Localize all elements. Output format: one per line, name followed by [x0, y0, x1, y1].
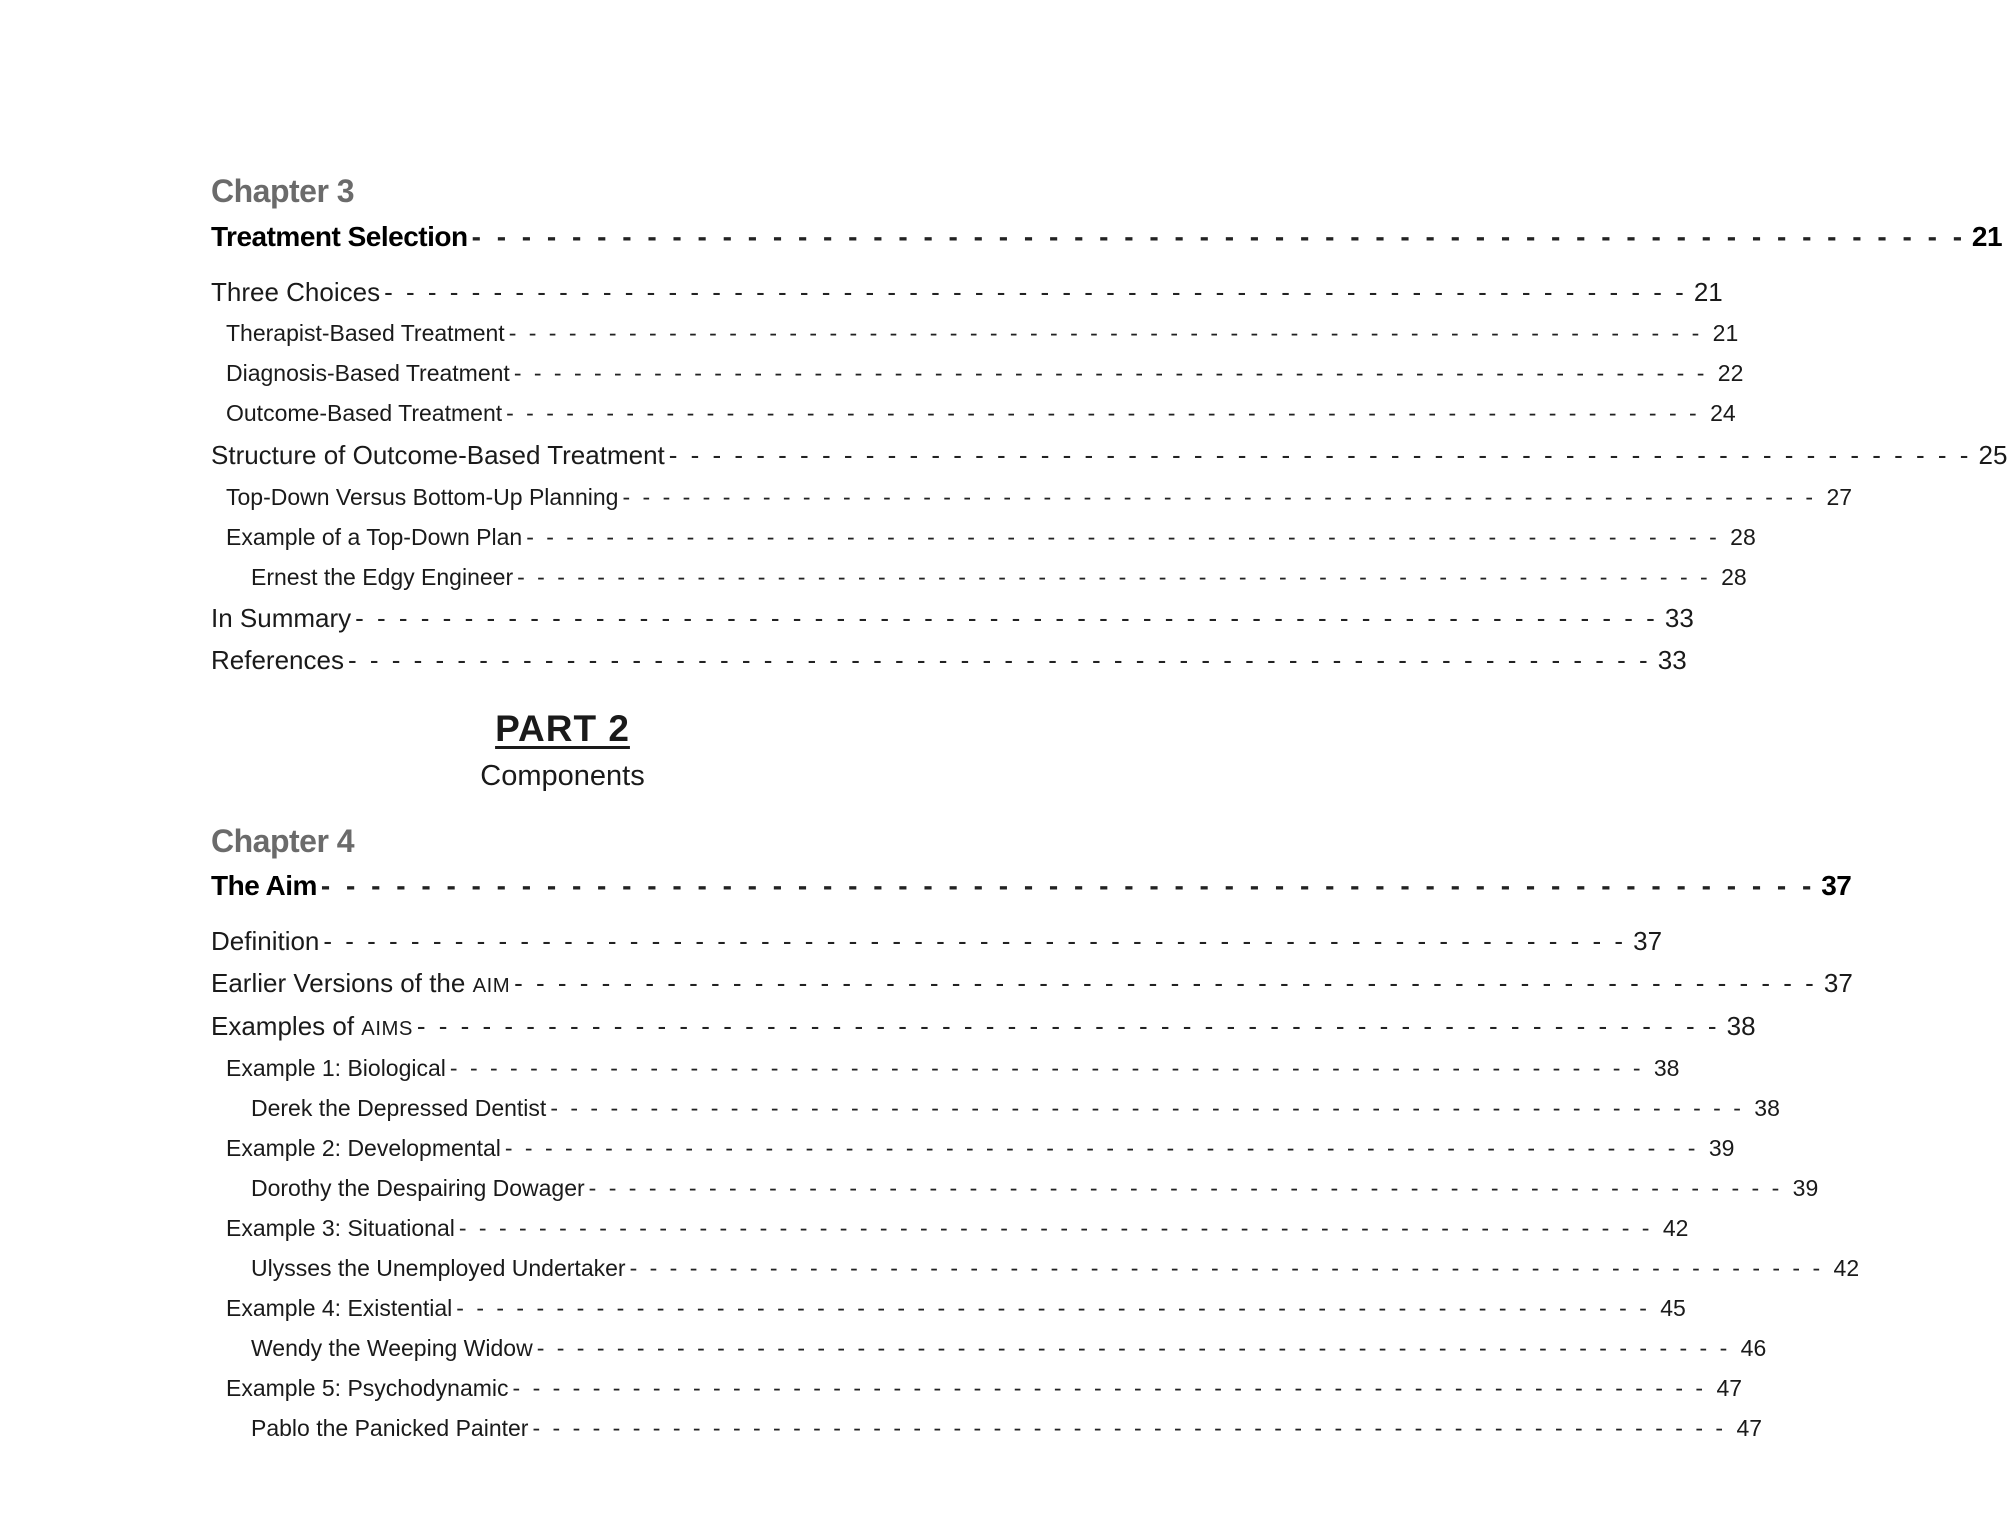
page-number: 42	[1662, 1214, 1689, 1241]
toc-entry[interactable]	[251, 1248, 1860, 1288]
entry-title: Outcome-Based Treatment	[226, 399, 503, 426]
dot-leader: - - - - - - - - - - - - - - - - - - - - - - - - - - - - - - - - - - - - - - - - - - - - - - - - - - - - - - - - - - - -	[513, 359, 1708, 386]
page-number: 39	[1792, 1174, 1819, 1201]
page-number: 28	[1721, 563, 1747, 590]
page-number: 22	[1717, 359, 1744, 386]
toc-entry[interactable]	[226, 313, 1739, 353]
dot-leader: - - - - - - - - - - - - - - - - - - - - - - - - - - - - - - - - - - - - - - - - - - - - - - - - - - - - - - - - - - - -	[532, 1414, 1727, 1441]
page-number: 33	[1657, 644, 1687, 675]
chapter-label: Chapter 4	[211, 823, 355, 859]
page-number: 27	[1826, 483, 1853, 510]
dot-leader: - - - - - - - - - - - - - - - - - - - - - - - - - - - - - - - - - - - - - - - - - - - - - - - - - - - - - - - - - - - -	[323, 925, 1627, 956]
toc-entry[interactable]	[211, 921, 1663, 961]
toc-entry[interactable]	[211, 640, 1687, 680]
toc-entry[interactable]	[226, 1288, 1686, 1328]
toc-entry[interactable]	[251, 557, 1747, 597]
dot-leader: - - - - - - - - - - - - - - - - - - - - - - - - - - - - - - - - - - - - - - - - - - - - - - - - - - - - - - - - - - - -	[347, 644, 1651, 675]
dot-leader: - - - - - - - - - - - - - - - - - - - - - - - - - - - - - - - - - - - - - - - - - - - - - - - - - - - - - - - - - - - -	[668, 439, 1972, 470]
toc-entry[interactable]	[211, 963, 1853, 1003]
entry-title: Examples of AIMS	[211, 1010, 413, 1041]
toc-entry[interactable]	[211, 272, 1723, 312]
entry-title: Treatment Selection	[211, 221, 468, 252]
entry-title: Wendy the Weeping Widow	[251, 1334, 533, 1361]
dot-leader: - - - - - - - - - - - - - - - - - - - - - - - - - - - - - - - - - - - - - - - - - - - - - - - - - - - - - - - - - - - -	[320, 870, 1816, 901]
entry-title: Example of a Top-Down Plan	[226, 523, 523, 550]
entry-title: Example 3: Situational	[226, 1214, 455, 1241]
toc-entry[interactable]	[251, 1408, 1763, 1448]
dot-leader: - - - - - - - - - - - - - - - - - - - - - - - - - - - - - - - - - - - - - - - - - - - - - - - - - - - - - - - - - - - -	[622, 483, 1817, 510]
dot-leader: - - - - - - - - - - - - - - - - - - - - - - - - - - - - - - - - - - - - - - - - - - - - - - - - - - - - - - - - - - - -	[512, 1374, 1707, 1401]
page-number: 39	[1708, 1134, 1735, 1161]
page-number: 38	[1754, 1094, 1780, 1121]
dot-leader: - - - - - - - - - - - - - - - - - - - - - - - - - - - - - - - - - - - - - - - - - - - - - - - - - - - - - - - - - - - -	[526, 523, 1720, 550]
page-number: 21	[1712, 319, 1739, 346]
toc-entry[interactable]	[226, 1208, 1689, 1248]
toc-entry[interactable]	[226, 353, 1744, 393]
toc-entry[interactable]	[251, 1168, 1819, 1208]
page-number: 38	[1653, 1054, 1680, 1081]
page-number: 33	[1664, 602, 1694, 633]
dot-leader: - - - - - - - - - - - - - - - - - - - - - - - - - - - - - - - - - - - - - - - - - - - - - - - - - - - - - - - - - - - -	[458, 1214, 1653, 1241]
dot-leader: - - - - - - - - - - - - - - - - - - - - - - - - - - - - - - - - - - - - - - - - - - - - - - - - - - - - - - - - - - - -	[449, 1054, 1644, 1081]
entry-title: Earlier Versions of the AIM	[211, 967, 511, 998]
entry-title: Pablo the Panicked Painter	[251, 1414, 529, 1441]
page-number: 47	[1736, 1414, 1763, 1441]
dot-leader: - - - - - - - - - - - - - - - - - - - - - - - - - - - - - - - - - - - - - - - - - - - - - - - - - - - - - - - - - - - -	[506, 399, 1700, 426]
page-number: 21	[1971, 221, 2003, 252]
entry-title: In Summary	[211, 602, 352, 633]
toc-entry[interactable]	[226, 517, 1756, 557]
dot-leader: - - - - - - - - - - - - - - - - - - - - - - - - - - - - - - - - - - - - - - - - - - - - - - - - - - - - - - - - - - - -	[536, 1334, 1731, 1361]
entry-title: Therapist-Based Treatment	[226, 319, 505, 346]
entry-title: Example 1: Biological	[226, 1054, 446, 1081]
part-title: PART 2	[495, 708, 630, 749]
entry-title: Derek the Depressed Dentist	[251, 1094, 547, 1121]
dot-leader: - - - - - - - - - - - - - - - - - - - - - - - - - - - - - - - - - - - - - - - - - - - - - - - - - - - - - - - - - - - -	[384, 276, 1687, 307]
page-number: 21	[1693, 276, 1723, 307]
page-number: 24	[1710, 399, 1736, 426]
dot-leader: - - - - - - - - - - - - - - - - - - - - - - - - - - - - - - - - - - - - - - - - - - - - - - - - - - - - - - - - - - - -	[471, 221, 1967, 252]
dot-leader: - - - - - - - - - - - - - - - - - - - - - - - - - - - - - - - - - - - - - - - - - - - - - - - - - - - - - - - - - - - -	[355, 602, 1658, 633]
page-number: 28	[1730, 523, 1756, 550]
dot-leader: - - - - - - - - - - - - - - - - - - - - - - - - - - - - - - - - - - - - - - - - - - - - - - - - - - - - - - - - - - - -	[456, 1294, 1650, 1321]
toc-entry[interactable]	[226, 393, 1736, 433]
toc-entry[interactable]	[226, 477, 1853, 517]
dot-leader: - - - - - - - - - - - - - - - - - - - - - - - - - - - - - - - - - - - - - - - - - - - - - - - - - - - - - - - - - - - -	[550, 1094, 1744, 1121]
toc-entry[interactable]	[251, 1328, 1767, 1368]
entry-title: Example 4: Existential	[226, 1294, 453, 1321]
entry-title: Ernest the Edgy Engineer	[251, 563, 514, 590]
toc-entry[interactable]	[226, 1368, 1743, 1408]
page-number: 38	[1726, 1010, 1756, 1041]
dot-leader: - - - - - - - - - - - - - - - - - - - - - - - - - - - - - - - - - - - - - - - - - - - - - - - - - - - - - - - - - - - -	[504, 1134, 1699, 1161]
entry-title: Top-Down Versus Bottom-Up Planning	[226, 483, 619, 510]
entry-title: The Aim	[211, 870, 317, 901]
chapter-label: Chapter 3	[211, 173, 355, 209]
dot-leader: - - - - - - - - - - - - - - - - - - - - - - - - - - - - - - - - - - - - - - - - - - - - - - - - - - - - - - - - - - - -	[517, 563, 1711, 590]
page-number: 25	[1978, 439, 2007, 470]
entry-title: Ulysses the Unemployed Undertaker	[251, 1254, 626, 1281]
page-number: 37	[1633, 925, 1663, 956]
entry-title: Three Choices	[211, 276, 381, 307]
toc-entry[interactable]	[251, 1088, 1780, 1128]
toc-entry[interactable]	[211, 1006, 1756, 1046]
page-number: 45	[1660, 1294, 1686, 1321]
toc-entry[interactable]	[226, 1128, 1735, 1168]
entry-title: Example 5: Psychodynamic	[226, 1374, 509, 1401]
page-number: 37	[1823, 967, 1853, 998]
entry-title: Diagnosis-Based Treatment	[226, 359, 510, 386]
dot-leader: - - - - - - - - - - - - - - - - - - - - - - - - - - - - - - - - - - - - - - - - - - - - - - - - - - - - - - - - - - - -	[416, 1010, 1720, 1041]
toc-entry[interactable]	[211, 598, 1694, 638]
toc-entry[interactable]	[226, 1048, 1680, 1088]
part-subtitle: Components	[480, 760, 645, 792]
entry-title: Structure of Outcome-Based Treatment	[211, 439, 665, 470]
entry-title: Definition	[211, 925, 320, 956]
page-number: 47	[1716, 1374, 1743, 1401]
page-number: 37	[1821, 870, 1852, 901]
dot-leader: - - - - - - - - - - - - - - - - - - - - - - - - - - - - - - - - - - - - - - - - - - - - - - - - - - - - - - - - - - - -	[588, 1174, 1783, 1201]
chapter-title-entry[interactable]	[211, 217, 2003, 257]
toc-entry[interactable]	[211, 435, 2007, 475]
dot-leader: - - - - - - - - - - - - - - - - - - - - - - - - - - - - - - - - - - - - - - - - - - - - - - - - - - - - - - - - - - - -	[514, 967, 1817, 998]
entry-title: References	[211, 644, 344, 675]
dot-leader: - - - - - - - - - - - - - - - - - - - - - - - - - - - - - - - - - - - - - - - - - - - - - - - - - - - - - - - - - - - -	[629, 1254, 1824, 1281]
entry-title: Example 2: Developmental	[226, 1134, 501, 1161]
chapter-title-entry[interactable]	[211, 866, 1852, 906]
entry-title: Dorothy the Despairing Dowager	[251, 1174, 585, 1201]
page-number: 42	[1833, 1254, 1860, 1281]
page-number: 46	[1740, 1334, 1767, 1361]
dot-leader: - - - - - - - - - - - - - - - - - - - - - - - - - - - - - - - - - - - - - - - - - - - - - - - - - - - - - - - - - - - -	[508, 319, 1703, 346]
